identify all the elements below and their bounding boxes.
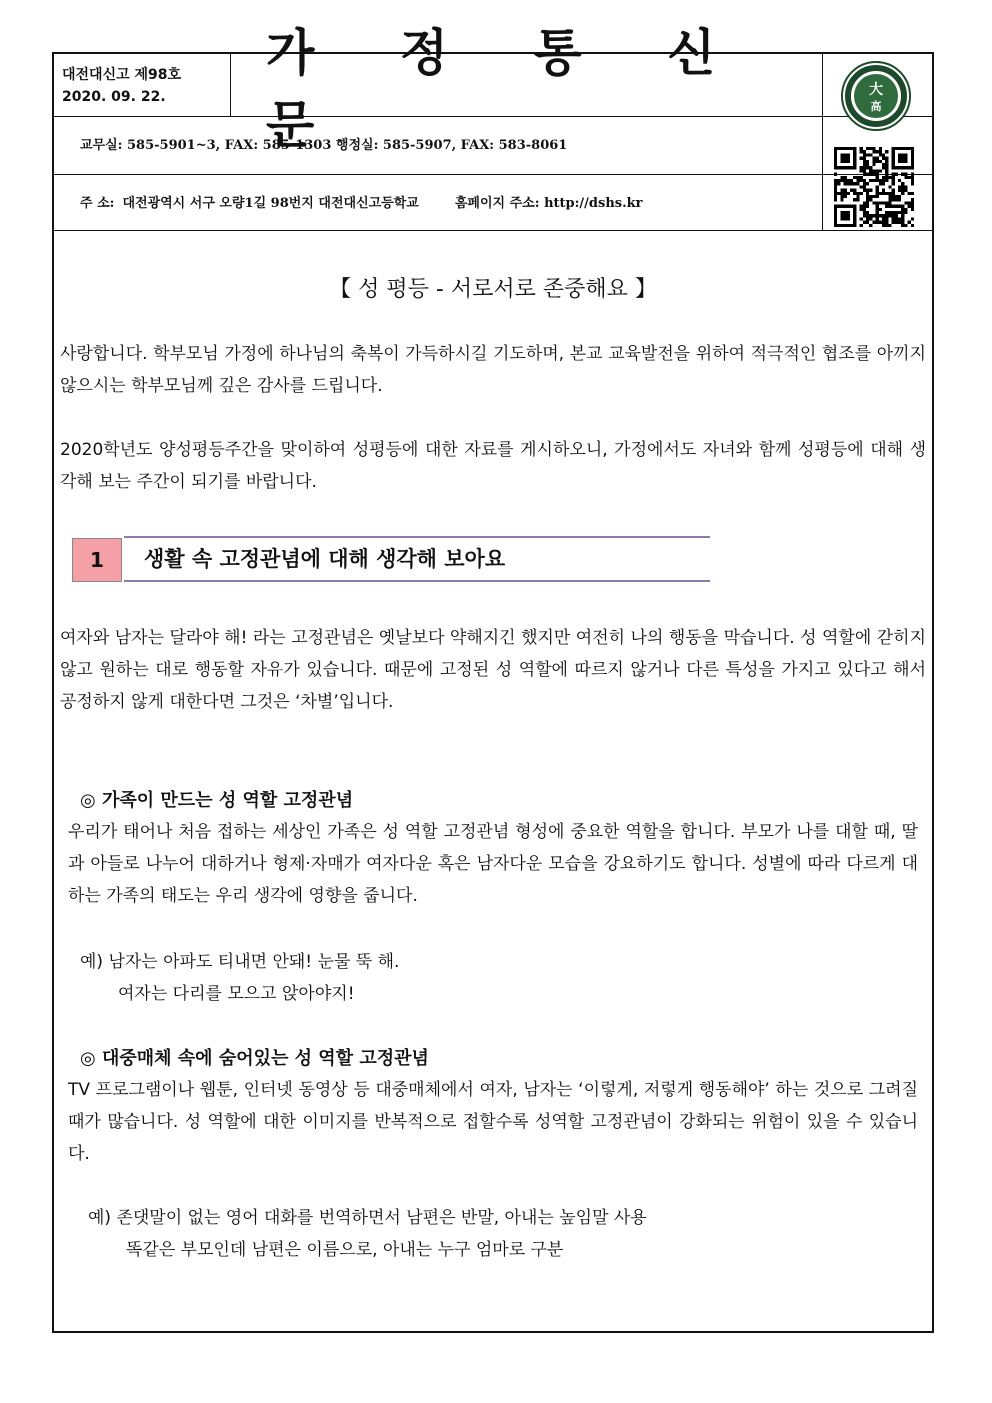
family-example-1: 예) 남자는 아파도 티내면 안돼! 눈물 뚝 해. bbox=[80, 952, 400, 972]
media-body: TV 프로그램이나 웹툰, 인터넷 동영상 등 대중매체에서 여자, 남자는 ‘이렇게, 저렇게 행동해야’ 하는 것으로 그려질 때가 많습니다. 성 역할에 대한 이미지를 반복적으로 접할수록 성역할 고정관념이 강화되는 위험이 있을 수 있습니다. bbox=[68, 1080, 918, 1164]
address-text: 대전광역시 서구 오량1길 98번지 대전대신고등학교 bbox=[122, 196, 419, 211]
family-example-2: 여자는 다리를 모으고 앉아야지! bbox=[118, 984, 355, 1004]
section-body: 여자와 남자는 달라야 해! 라는 고정관념은 옛날보다 약해지긴 했지만 여전히 나의 행동을 막습니다. 성 역할에 갇히지 않고 원하는 대로 행동할 자유가 있습니다. 때문에 고정된 성 역할에 따르지 않거나 다른 특성을 가지고 있다고 해서 공정하지 않게 대한다면 그것은 ‘차별’입니다. bbox=[60, 628, 926, 712]
address-label: 주 소: bbox=[80, 196, 115, 211]
school-emblem-icon bbox=[840, 60, 912, 132]
section-number: 1 bbox=[72, 538, 122, 582]
address-divider bbox=[54, 230, 932, 231]
issue-divider bbox=[230, 54, 231, 116]
contact-info: 교무실: 585-5901~3, FAX: 585-1303 행정실: 585-5907, FAX: 583-8061 bbox=[80, 138, 568, 153]
media-heading: ◎ 대중매체 속에 숨어있는 성 역할 고정관념 bbox=[80, 1048, 429, 1069]
media-example-2: 똑같은 부모인데 남편은 이름으로, 아내는 누구 엄마로 구분 bbox=[126, 1240, 564, 1260]
media-example-1: 예) 존댓말이 없는 영어 대화를 번역하면서 남편은 반말, 아내는 높임말 사용 bbox=[88, 1208, 647, 1228]
intro-paragraph-2: 2020학년도 양성평등주간을 맞이하여 성평등에 대한 자료를 게시하오니, 가정에서도 자녀와 함께 성평등에 대해 생각해 보는 주간이 되기를 바랍니다. bbox=[60, 440, 926, 492]
issue-info bbox=[62, 64, 181, 108]
section-title: 생활 속 고정관념에 대해 생각해 보아요 bbox=[124, 536, 710, 582]
homepage-link[interactable]: http://dshs.kr bbox=[544, 196, 643, 211]
qr-code-icon bbox=[834, 147, 914, 227]
address-info bbox=[80, 192, 643, 211]
family-body: 우리가 태어나 처음 접하는 세상인 가족은 성 역할 고정관념 형성에 중요한 역할을 합니다. 부모가 나를 대할 때, 딸과 아들로 나누어 대하거나 형제·자매가 여자다운 혹은 남자다운 모습을 강요하기도 합니다. 성별에 따라 다르게 대하는 가족의 태도는 우리 생각에 영향을 줍니다. bbox=[68, 822, 918, 906]
headline: 【 성 평등 - 서로서로 존중해요 】 bbox=[329, 277, 657, 302]
family-heading: ◎ 가족이 만드는 성 역할 고정관념 bbox=[80, 790, 354, 811]
contact-divider bbox=[54, 174, 932, 175]
issue-date: 2020. 09. 22. bbox=[62, 89, 166, 105]
newsletter-frame bbox=[52, 24, 934, 1333]
page-title: 가 정 통 신 문 bbox=[266, 24, 750, 154]
homepage-label: 홈페이지 주소: bbox=[454, 196, 540, 211]
logo-divider bbox=[822, 54, 823, 230]
issue-number: 대전대신고 제98호 bbox=[62, 67, 182, 83]
svg-text:大: 大 bbox=[869, 82, 883, 98]
intro-paragraph-1: 사랑합니다. 학부모님 가정에 하나님의 축복이 가득하시길 기도하며, 본교 교육발전을 위하여 적극적인 협조를 아끼지 않으시는 학부모님께 깊은 감사를 드립니다. bbox=[60, 344, 926, 396]
svg-text:高: 高 bbox=[870, 100, 882, 113]
